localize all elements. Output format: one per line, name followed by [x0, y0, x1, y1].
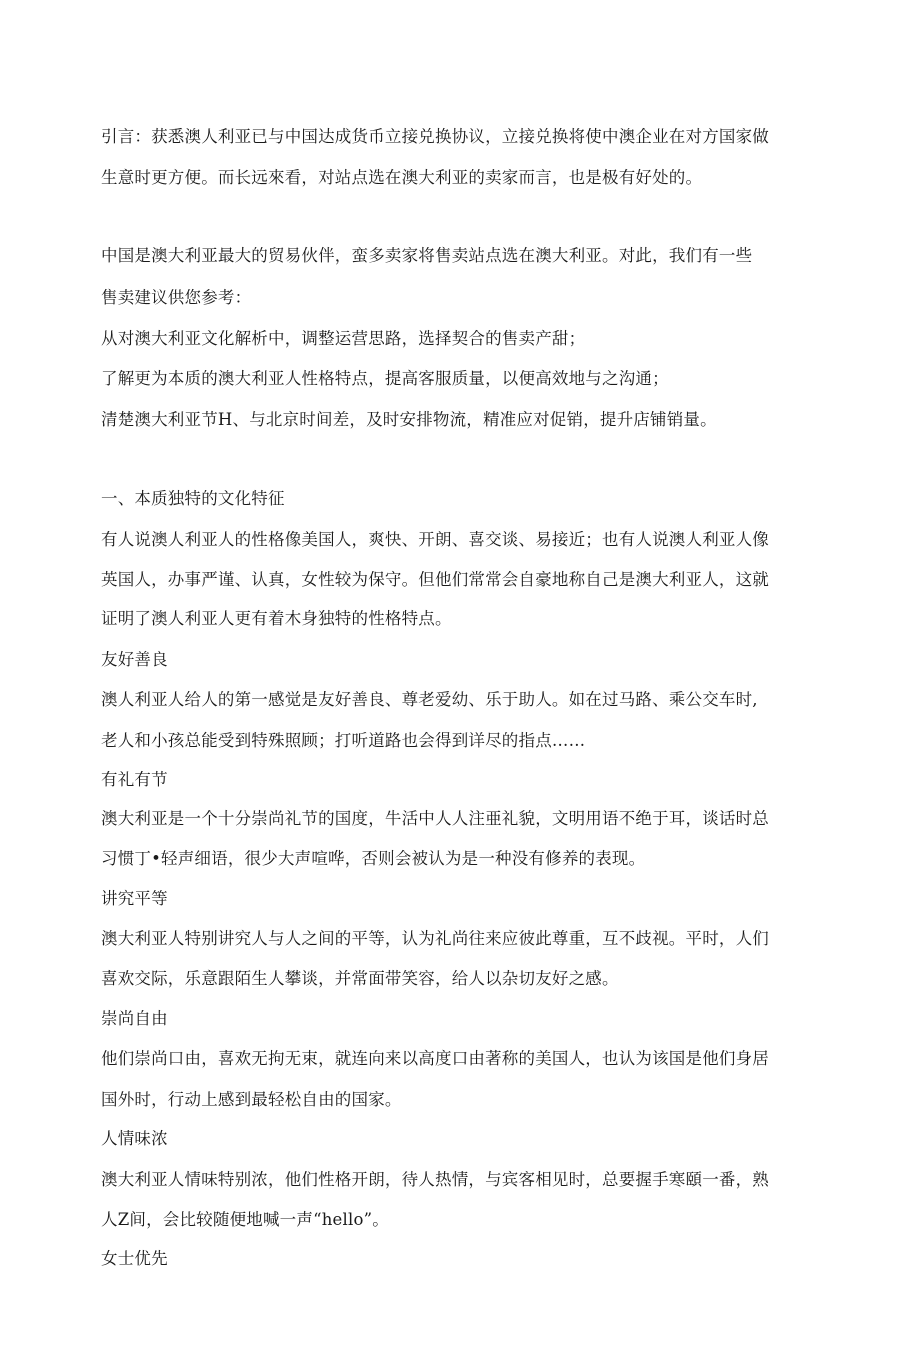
section-para-line-3: 证明了澳人利亚人更有着木身独特的性格特点。 [101, 609, 452, 628]
subheading-equality: 讲究平等 [101, 889, 168, 908]
subheading-freedom: 崇尚自由 [101, 1009, 168, 1028]
intro-line-1: 引言：获悉澳人利亚已与中国达成货币立接兑换协议，立接兑换将使中澳企业在对方国家做 [101, 127, 769, 146]
warmth-line-1: 澳大利亚人情味特别浓，他们性格开朗，待人热情，与宾客相见时，总要握手寒頤一番，熟 [101, 1170, 769, 1189]
section-heading: 一、本质独特的文化特征 [101, 489, 285, 508]
subheading-ladies: 女士优先 [101, 1249, 168, 1268]
friendly-line-2: 老人和小孩总能受到特殊照顾；打听道路也会得到详尽的指点…… [101, 731, 586, 750]
freedom-line-1: 他们崇尚口由，喜欢无拘无束，就连向来以高度口由著称的美国人，也认为该国是他们身居 [101, 1049, 769, 1068]
courtesy-line-1: 澳大利亚是一个十分崇尚礼节的国度，牛活中人人注亜礼貌，文明用语不绝于耳，谈话时总 [101, 809, 769, 828]
subheading-courtesy: 有礼有节 [101, 770, 168, 789]
freedom-line-2: 国外时，行动上感到最轻松自由的国家。 [101, 1090, 402, 1109]
warmth-line-2: 人Z间，会比较随便地喊一声“hello”。 [101, 1210, 389, 1229]
tip-culture: 从对澳大利亚文化解析中，调整运营思路，选择契合的售卖产甜； [101, 329, 586, 348]
tip-holidays: 清楚澳大利亚节H、与北京时间差，及时安排物流，精准应对促销，提升店铺销量。 [101, 410, 717, 429]
friendly-line-1: 澳人利亚人给人的第一感觉是友好善良、尊老爱幼、乐于助人。如在过马路、乘公交车时, [101, 690, 758, 709]
intro-line-2: 生意时更方便。而长远來看，对站点选在澳大利亚的卖家而言，也是极有好处的。 [101, 168, 703, 187]
section-para-line-1: 有人说澳人利亚人的性格像美国人，爽快、开朗、喜交谈、易接近；也有人说澳人利亚人像 [101, 530, 769, 549]
section-para-line-2: 英国人，办事严谨、认真，女性较为保守。但他们常常会自豪地称自己是澳大利亚人，这就 [101, 570, 769, 589]
overview-line-2: 售卖建议供您参考： [101, 288, 252, 307]
courtesy-line-2: 习惯丁•轻声细语，很少大声喧哗，否则会被认为是一种没有修养的表现。 [101, 849, 646, 868]
subheading-friendly: 友好善良 [101, 650, 168, 669]
tip-personality: 了解更为本质的澳大利亚人性格特点，提高客服质量，以便高效地与之沟通； [101, 369, 669, 388]
equality-line-2: 喜欢交际，乐意跟陌生人攀谈，并常面带笑容，给人以杂切友好之感。 [101, 969, 619, 988]
subheading-warmth: 人情味浓 [101, 1129, 168, 1148]
overview-line-1: 中国是澳大利亚最大的贸易伙伴，蛮多卖家将售卖站点选在澳大利亚。对此，我们有一些 [101, 246, 753, 265]
equality-line-1: 澳大利亚人特别讲究人与人之间的平等，认为礼尚往来应彼此尊重，互不歧视。平时，人们 [101, 929, 769, 948]
